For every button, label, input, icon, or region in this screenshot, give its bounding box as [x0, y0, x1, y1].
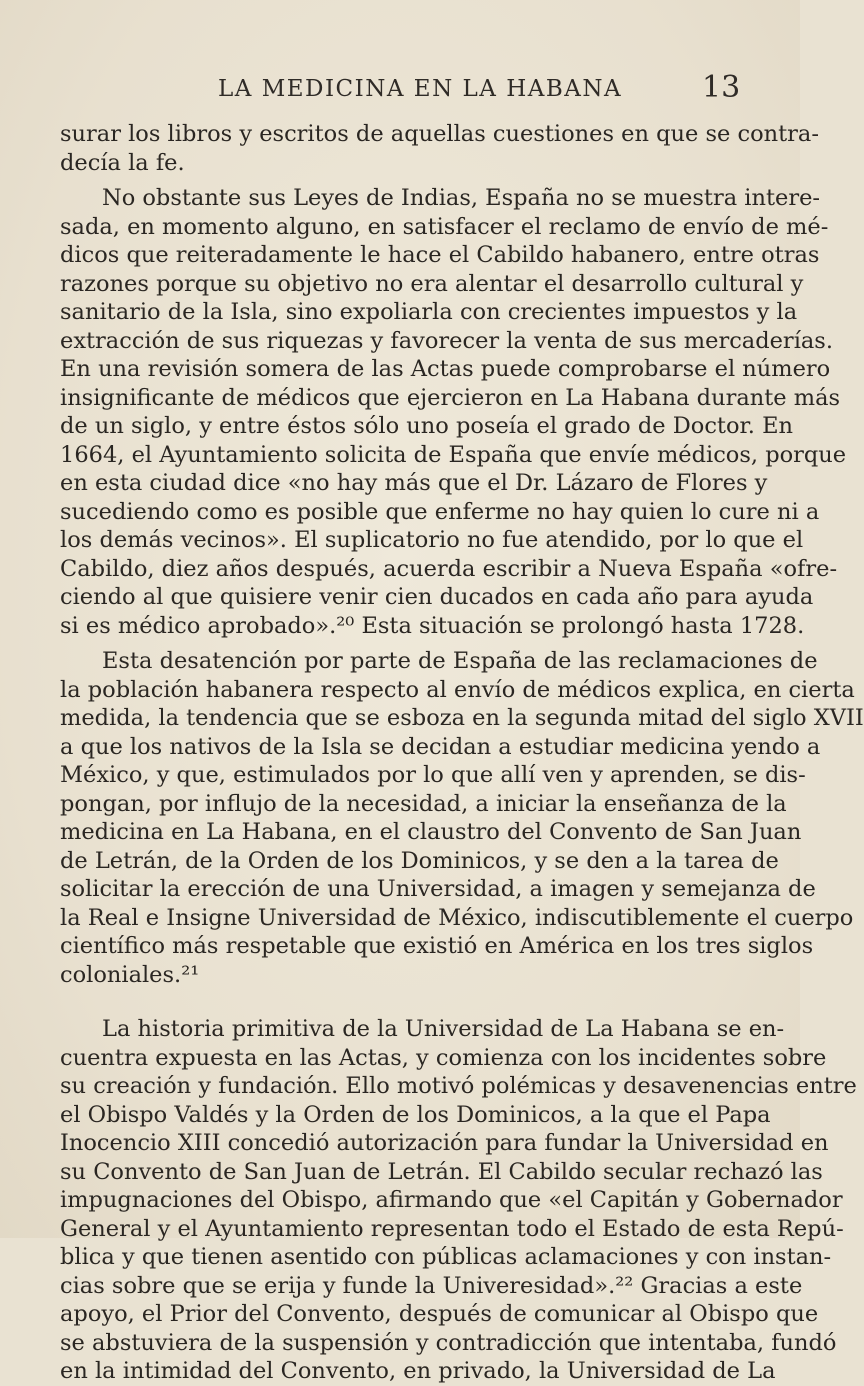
text-line: su creación y fundación. Ello motivó polémicas y desavenencias entre [60, 1073, 857, 1099]
text-line: sucediendo como es posible que enferme no hay quien lo cure ni a [60, 498, 820, 525]
text-line: sada, en momento alguno, en satisfacer el reclamo de envío de mé- [60, 213, 829, 240]
text-line: insignificante de médicos que ejercieron en La Habana durante más [60, 384, 841, 411]
text-line: medicina en La Habana, en el claustro del Convento de San Juan [60, 819, 802, 845]
text-line: dicos que reiteradamente le hace el Cabildo habanero, entre otras [60, 242, 820, 268]
paragraph-continuation [60, 120, 819, 177]
text-line: de Letrán, de la Orden de los Dominicos, y se den a la tarea de [60, 847, 779, 874]
text-line: ciendo al que quisiere venir cien ducados en cada año para ayuda [60, 584, 814, 610]
text-line: si es médico aprobado».²⁰ Esta situación se prolongó hasta 1728. [60, 612, 805, 639]
paragraph-desatencion [60, 647, 864, 989]
body-text [60, 120, 864, 1386]
text-line: apoyo, el Prior del Convento, después de comunicar al Obispo que [60, 1301, 819, 1327]
text-line: solicitar la erección de una Universidad, a imagen y semejanza de [60, 876, 816, 902]
text-line: medida, la tendencia que se esboza en la segunda mitad del siglo XVII [60, 705, 864, 731]
text-line: se abstuviera de la suspensión y contradicción que intentaba, fundó [60, 1329, 837, 1356]
text-line: pongan, por influjo de la necesidad, a iniciar la enseñanza de la [60, 790, 787, 817]
text-line: Cabildo, diez años después, acuerda escribir a Nueva España «ofre- [60, 555, 838, 582]
text-line: coloniales.²¹ [60, 961, 200, 988]
text-line: científico más respetable que existió en América en los tres siglos [60, 933, 814, 959]
text-line: México, y que, estimulados por lo que allí ven y aprenden, se dis- [60, 762, 806, 788]
text-line: su Convento de San Juan de Letrán. El Cabildo secular rechazó las [60, 1158, 823, 1185]
text-line: en esta ciudad dice «no hay más que el Dr. Lázaro de Flores y [60, 470, 768, 496]
text-line: No obstante sus Leyes de Indias, España no se muestra intere- [102, 185, 820, 211]
text-line: surar los libros y escritos de aquellas cuestiones en que se contra- [60, 121, 819, 147]
text-line: Esta desatención por parte de España de las reclamaciones de [102, 648, 818, 674]
text-line: sanitario de la Isla, sino expoliarla con crecientes impuestos y la [60, 299, 798, 325]
text-line: decía la fe. [60, 149, 185, 176]
text-line: La historia primitiva de la Universidad de La Habana se en- [102, 1016, 785, 1042]
text-line: cias sobre que se erija y funde la Univeresidad».²² Gracias a este [60, 1272, 803, 1299]
text-line: En una revisión somera de las Actas puede comprobarse el número [60, 356, 831, 382]
text-line: el Obispo Valdés y la Orden de los Dominicos, a la que el Papa [60, 1101, 771, 1128]
text-line: a que los nativos de la Isla se decidan a estudiar medicina yendo a [60, 733, 821, 760]
text-line: la Real e Insigne Universidad de México, indiscutiblemente el cuerpo [60, 904, 854, 931]
text-line: los demás vecinos». El suplicatorio no fue atendido, por lo que el [60, 527, 804, 553]
text-line: impugnaciones del Obispo, afirmando que «el Capitán y Gobernador [60, 1187, 843, 1213]
text-line: blica y que tienen asentido con públicas aclamaciones y con instan- [60, 1244, 832, 1270]
running-head: LA MEDICINA EN LA HABANA [218, 76, 623, 102]
text-line: de un siglo, y entre éstos sólo uno poseía el grado de Doctor. En [60, 413, 794, 439]
text-line: la población habanera respecto al envío de médicos explica, en cierta [60, 676, 855, 703]
text-line: Inocencio XIII concedió autorización para fundar la Universidad en [60, 1130, 829, 1156]
text-line: extracción de sus riquezas y favorecer la venta de sus mercaderías. [60, 327, 833, 354]
paragraph-historia-universidad [60, 1015, 857, 1386]
page-number: 13 [702, 70, 741, 105]
text-line: en la intimidad del Convento, en privado, la Universidad de La [60, 1358, 776, 1384]
text-line: 1664, el Ayuntamiento solicita de España que envíe médicos, porque [60, 441, 847, 468]
text-line: General y el Ayuntamiento representan todo el Estado de esta Repú- [60, 1215, 844, 1242]
paragraph-leyes-de-indias [60, 184, 847, 640]
text-line: cuentra expuesta en las Actas, y comienza con los incidentes sobre [60, 1044, 827, 1071]
text-line: razones porque su objetivo no era alentar el desarrollo cultural y [60, 270, 804, 297]
